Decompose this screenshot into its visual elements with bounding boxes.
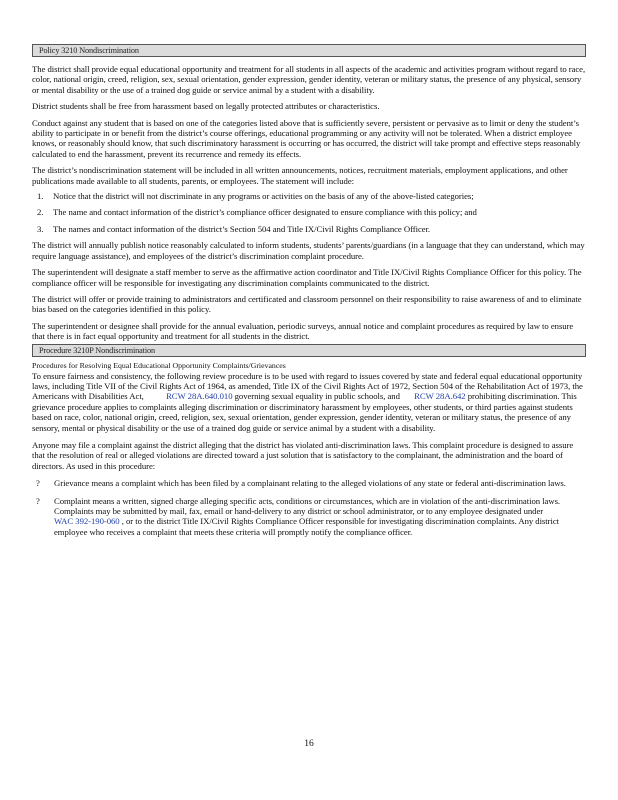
definition-item bbox=[32, 496, 586, 538]
list-item bbox=[32, 191, 586, 201]
procedure-intro bbox=[32, 371, 586, 433]
policy-header: Policy 3210 Nondiscrimination bbox=[32, 44, 586, 57]
definition-text: , or to the district Title IX/Civil Rights Compliance Officer responsible for investigating discrimination complaints. Any district employee who receives a complaint that meets these criteria will promptly notify the compliance officer. bbox=[54, 516, 560, 537]
policy-paragraph: The superintendent will designate a staff member to serve as the affirmative action coordinator and Title IX/Civil Rights Compliance Officer for this policy. The compliance officer will be responsible for investigating any discrimination complaints communicated to the district. bbox=[32, 267, 582, 288]
policy-paragraph: The district will offer or provide training to administrators and certificated and classroom personnel on their responsibility to raise awareness of and to eliminate bias based on the categories identified in this policy. bbox=[32, 293, 582, 315]
rcw-28a-642-link[interactable]: RCW 28A.642 bbox=[414, 391, 466, 402]
procedure-subheading: Procedures for Resolving Equal Educational Opportunity Complaints/Grievances bbox=[32, 360, 286, 370]
list-number: 1. bbox=[37, 191, 44, 202]
list-text: The names and contact information of the district’s Section 504 and Title IX/Civil Rights Compliance Officer. bbox=[53, 223, 431, 234]
bullet-mark: ? bbox=[36, 495, 40, 506]
policy-paragraph: The district shall provide equal educational opportunity and treatment for all students in all aspects of the academic and activities program without regard to race, color, national origin, creed, religion, sex, sexual orientation, gender expression, gender identity, veteran or military status, the presence of any physical, sensory or mental disability or the use of a trained dog guide or service animal by a student with a disability. bbox=[32, 64, 586, 95]
list-item bbox=[32, 207, 586, 217]
intro-text: prohibiting discrimination. This grievance procedure applies to complaints alleging discrimination or discriminatory harassment by employees, other students, or third parties against students based on race, color, national origin, creed, religion, sex, sexual orientation, gender expression, gender identity, veteran or military status, the presence of any sensory, mental or physical disability or the use of a trained dog guide or service animal by a student with a disability. bbox=[32, 391, 577, 433]
rcw-28a-640-010-link[interactable]: RCW 28A.640.010 bbox=[166, 391, 233, 402]
definition-text: Complaint means a written, signed charge alleging specific acts, conditions or circumstances, which are in violation of the anti-discrimination laws. Complaints may be submitted by mail, fax, email or hand-delivery to any district or school administrator, or to any employee designated under bbox=[54, 495, 561, 516]
policy-paragraph: The district will annually publish notice reasonably calculated to inform students, students’ parents/guardians (in a language that they can understand, which may require language assistance), and employees of the district’s discrimination complaint procedure. bbox=[32, 240, 585, 261]
bullet-mark: ? bbox=[36, 478, 40, 489]
page-number: 16 bbox=[304, 739, 314, 749]
procedure-paragraph: Anyone may file a complaint against the district alleging that the district has violated anti-discrimination laws. This complaint procedure is designed to assure that the resolution of real or alleged violations are directed toward a just solution that is satisfactory to the complainant, the administration and the board of directors. As used in this procedure: bbox=[32, 439, 574, 471]
list-item bbox=[32, 224, 586, 234]
policy-paragraph: Conduct against any student that is based on one of the categories listed above that is sufficiently severe, persistent or pervasive as to limit or deny the student’s ability to participate in or benefit from the district’s course offerings, educational programming or any activity will not be tolerated. When a district employee knows, or reasonably should know, that such discriminatory harassment is occurring or has occurred, the district will take prompt and effective steps reasonably calculated to end the harassment, prevent its recurrence and remedy its effects. bbox=[32, 117, 581, 159]
definition-text: Grievance means a complaint which has been filed by a complainant relating to the alleged violations of any state or federal anti-discrimination laws. bbox=[54, 478, 566, 489]
procedure-header: Procedure 3210P Nondiscrimination bbox=[32, 344, 586, 357]
list-text: Notice that the district will not discriminate in any programs or activities on the basis of any of the above-listed categories; bbox=[53, 191, 474, 202]
intro-text: To ensure fairness and consistency, the following review procedure is to be used with regard to issues covered by state and federal equal educational opportunity laws, including Title VII of the Civil Rights Act of 1964, as amended, Title IX of the Civil Rights Act of 1972, Section 504 of the Rehabilitation Act of 1973, the Americans with Disabilities Act, bbox=[32, 370, 583, 402]
policy-paragraph: District students shall be free from harassment based on legally protected attributes or characteristics. bbox=[32, 101, 380, 112]
list-text: The name and contact information of the district’s compliance officer designated to ensure compliance with this policy; and bbox=[53, 207, 477, 218]
document-page bbox=[32, 44, 586, 544]
policy-paragraph: The district’s nondiscrimination statement will be included in all written announcements, notices, recruitment materials, employment applications, and other publications made available to all students, parents, or employees. The statement will include: bbox=[32, 165, 568, 186]
list-number: 2. bbox=[37, 207, 44, 218]
intro-text: governing sexual equality in public schools, and bbox=[234, 391, 400, 402]
list-number: 3. bbox=[37, 223, 44, 234]
wac-392-190-060-link[interactable]: WAC 392-190-060 bbox=[54, 516, 120, 527]
policy-paragraph: The superintendent or designee shall provide for the annual evaluation, periodic surveys, annual notice and complaint procedures as required by law to ensure that there is in fact equal opportunity and treatment for all students in the district. bbox=[32, 320, 574, 342]
definition-item bbox=[32, 478, 586, 488]
